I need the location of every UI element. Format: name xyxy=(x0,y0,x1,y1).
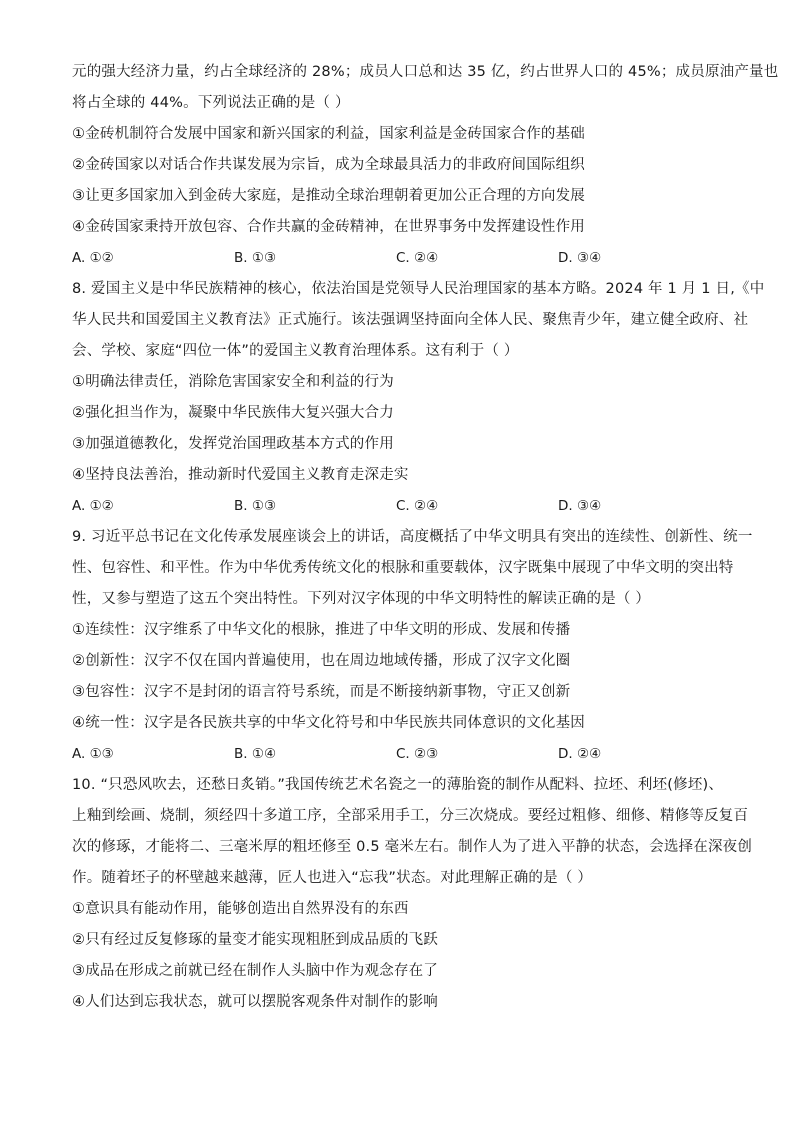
choice-d: D. ③④ xyxy=(558,250,602,266)
option-statement: ②强化担当作为，凝聚中华民族伟大复兴强大合力 xyxy=(72,405,394,421)
question-9 xyxy=(72,527,753,764)
option-statement: ④坚持良法善治，推动新时代爱国主义教育走深走实 xyxy=(72,467,409,483)
option-statement: ③加强道德教化，发挥党治国理政基本方式的作用 xyxy=(72,436,394,452)
question-8 xyxy=(72,279,765,516)
answer-choices xyxy=(72,248,724,268)
question-stem-line: 性，又参与塑造了这五个突出特性。下列对汉字体现的中华文明特性的解读正确的是（ ） xyxy=(72,591,651,607)
option-statement: ①明确法律责任，消除危害国家安全和利益的行为 xyxy=(72,374,394,390)
choice-c: C. ②③ xyxy=(396,746,439,762)
question-stem-line: 将占全球的 44%。下列说法正确的是（ ） xyxy=(72,95,350,111)
question-7 xyxy=(72,62,779,268)
option-statement: ③让更多国家加入到金砖大家庭，是推动全球治理朝着更加公正合理的方向发展 xyxy=(72,188,585,204)
choice-c: C. ②④ xyxy=(396,498,439,514)
exam-page xyxy=(72,62,779,1023)
option-statement: ③包容性：汉字不是封闭的语言符号系统，而是不断接纳新事物，守正又创新 xyxy=(72,684,571,700)
option-statement: ①意识具有能动作用，能够创造出自然界没有的东西 xyxy=(72,901,409,917)
choice-b: B. ①③ xyxy=(234,498,277,514)
option-statement: ①连续性：汉字维系了中华文化的根脉，推进了中华文明的形成、发展和传播 xyxy=(72,622,571,638)
question-stem-line: 性、包容性、和平性。作为中华优秀传统文化的根脉和重要载体，汉字既集中展现了中华文明的突出特 xyxy=(72,560,734,576)
question-stem-line: 上釉到绘画、烧制，须经四十多道工序，全部采用手工，分三次烧成。要经过粗修、细修、精修等反复百 xyxy=(72,808,749,824)
option-statement: ④人们达到忘我状态，就可以摆脱客观条件对制作的影响 xyxy=(72,994,438,1010)
question-stem-line: 9. 习近平总书记在文化传承发展座谈会上的讲话，高度概括了中华文明具有突出的连续性、创新性、统一 xyxy=(72,529,753,545)
choice-d: D. ②④ xyxy=(558,746,602,762)
option-statement: ③成品在形成之前就已经在制作人头脑中作为观念存在了 xyxy=(72,963,438,979)
choice-a: A. ①② xyxy=(72,250,114,266)
question-stem-line: 次的修琢，才能将二、三毫米厚的粗坯修至 0.5 毫米左右。制作人为了进入平静的状态，会选择在深夜创 xyxy=(72,839,753,855)
option-statement: ②金砖国家以对话合作共谋发展为宗旨，成为全球最具活力的非政府间国际组织 xyxy=(72,157,585,173)
question-stem-line: 10. “只恐风吹去，还愁日炙销。”我国传统艺术名瓷之一的薄胎瓷的制作从配料、拉坯、利坯(修坯)、 xyxy=(72,777,724,793)
option-statement: ④统一性：汉字是各民族共享的中华文化符号和中华民族共同体意识的文化基因 xyxy=(72,715,585,731)
option-statement: ④金砖国家秉持开放包容、合作共赢的金砖精神，在世界事务中发挥建设性作用 xyxy=(72,219,585,235)
question-stem-line: 元的强大经济力量，约占全球经济的 28%；成员人口总和达 35 亿，约占世界人口的 45%；成员原油产量也 xyxy=(72,64,779,80)
question-stem-line: 会、学校、家庭“四位一体”的爱国主义教育治理体系。这有利于（ ） xyxy=(72,343,519,359)
question-10 xyxy=(72,775,753,1012)
answer-choices xyxy=(72,496,724,516)
question-stem-line: 华人民共和国爱国主义教育法》正式施行。该法强调坚持面向全体人民、聚焦青少年，建立健全政府、社 xyxy=(72,312,749,328)
option-statement: ②创新性：汉字不仅在国内普遍使用，也在周边地域传播，形成了汉字文化圈 xyxy=(72,653,571,669)
question-stem-line: 作。随着坯子的杯壁越来越薄，匠人也进入“忘我”状态。对此理解正确的是（ ） xyxy=(72,870,593,886)
option-statement: ②只有经过反复修琢的量变才能实现粗胚到成品质的飞跃 xyxy=(72,932,438,948)
choice-a: A. ①③ xyxy=(72,746,114,762)
choice-c: C. ②④ xyxy=(396,250,439,266)
choice-d: D. ③④ xyxy=(558,498,602,514)
choice-b: B. ①④ xyxy=(234,746,277,762)
choice-a: A. ①② xyxy=(72,498,114,514)
option-statement: ①金砖机制符合发展中国家和新兴国家的利益，国家利益是金砖国家合作的基础 xyxy=(72,126,585,142)
answer-choices xyxy=(72,744,724,764)
question-stem-line: 8. 爱国主义是中华民族精神的核心，依法治国是党领导人民治理国家的基本方略。2024 年 1 月 1 日,《中 xyxy=(72,281,765,297)
choice-b: B. ①③ xyxy=(234,250,277,266)
